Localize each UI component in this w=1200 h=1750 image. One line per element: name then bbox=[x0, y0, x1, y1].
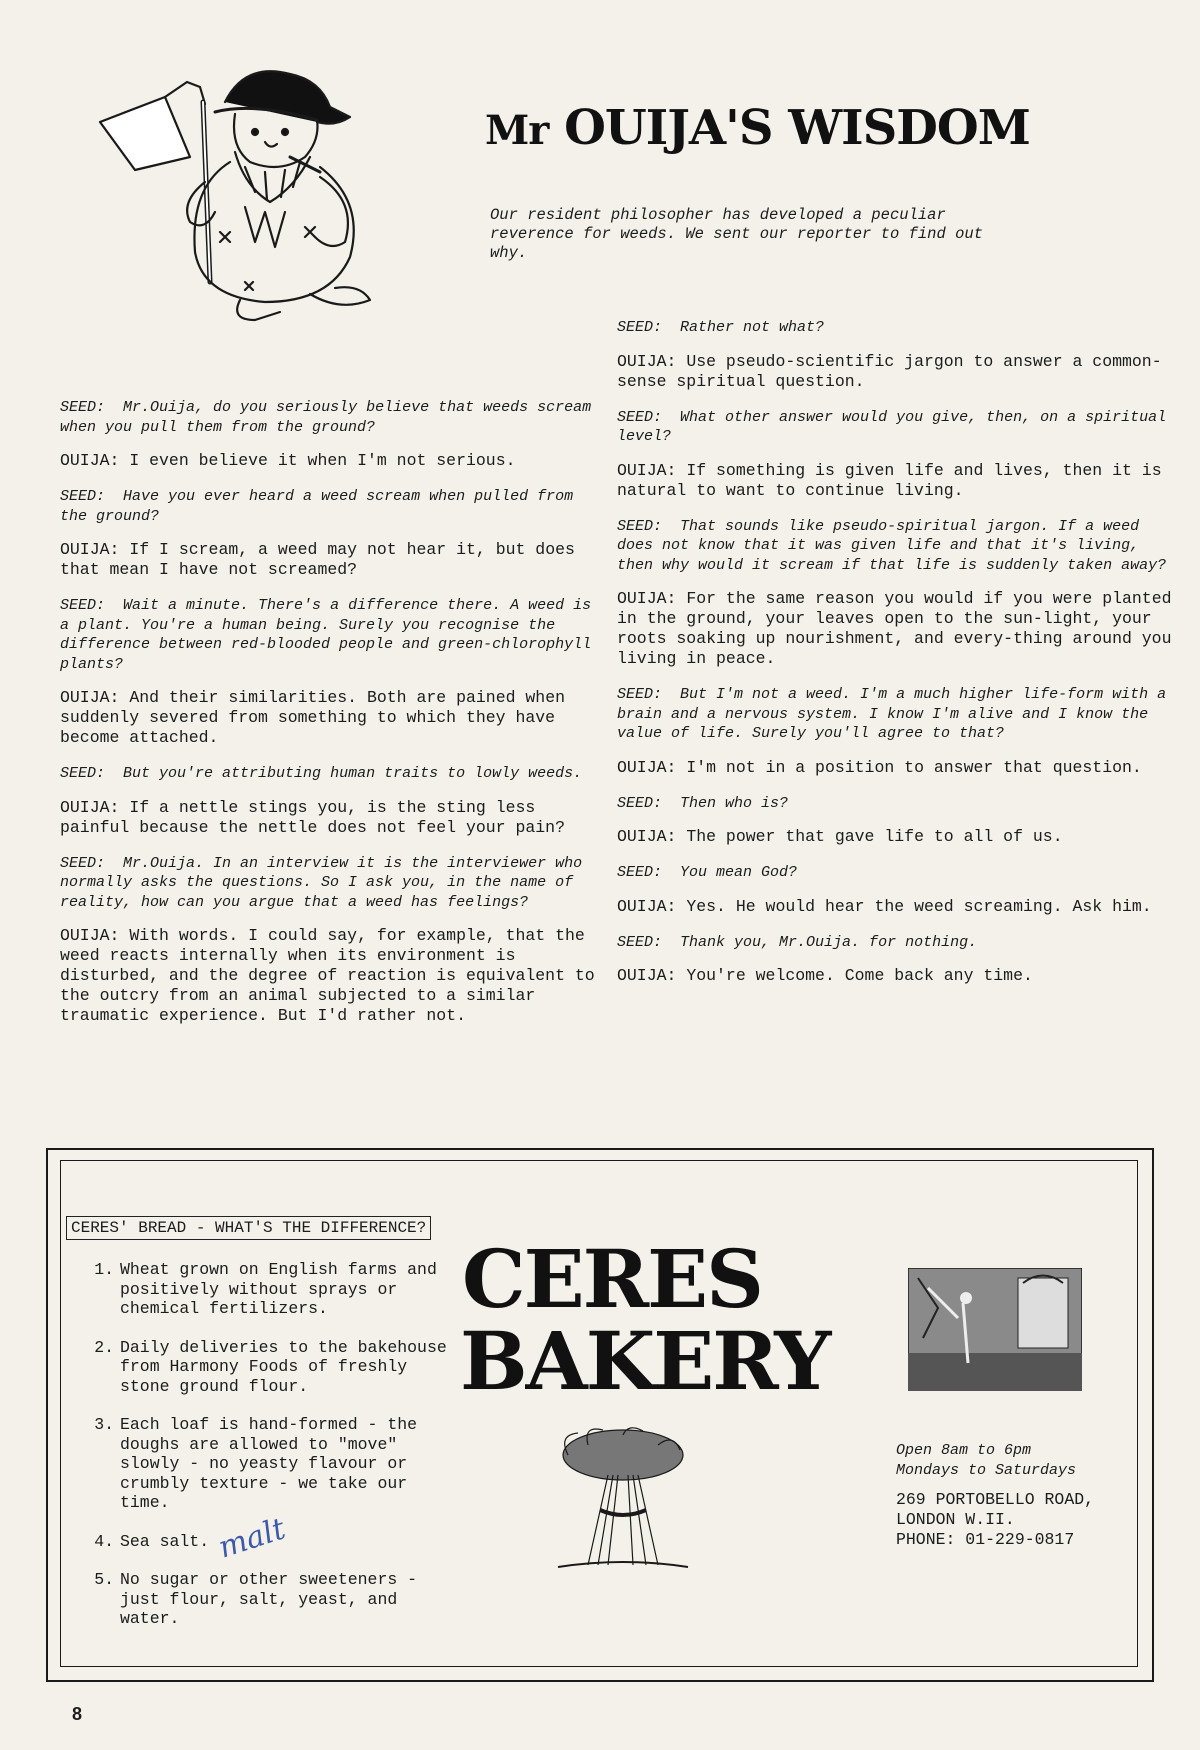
speaker-label: OUIJA: bbox=[617, 589, 677, 608]
mr-ouija-illustration bbox=[95, 62, 400, 324]
hours-line-2: Mondays to Saturdays bbox=[896, 1462, 1077, 1479]
paragraph-text: But you're attributing human traits to lowly weeds. bbox=[123, 765, 583, 782]
speaker-label: OUIJA: bbox=[60, 797, 120, 817]
paragraph-text: If a nettle stings you, is the sting less painful because the nettle does not feel your pain? bbox=[60, 797, 565, 837]
list-item bbox=[80, 1260, 460, 1319]
paragraph-text: Rather not what? bbox=[680, 319, 825, 336]
paragraph-text: But I'm not a weed. I'm a much higher life-form with a brain and a nervous system. I know I'm alive and I know the value of life. Surely you'll agree to that? bbox=[617, 686, 1167, 742]
paragraph-text: I'm not in a position to answer that question. bbox=[686, 757, 1142, 777]
question-paragraph bbox=[60, 596, 598, 674]
answer-paragraph bbox=[60, 688, 598, 748]
speaker-label: OUIJA: bbox=[617, 351, 677, 371]
answer-paragraph bbox=[60, 451, 598, 471]
question-paragraph bbox=[60, 854, 598, 913]
answer-paragraph bbox=[617, 352, 1177, 392]
page-number: 8 bbox=[72, 1704, 83, 1724]
paragraph-text: And their similarities. Both are pained when suddenly severed from something to which they have become attached. bbox=[60, 688, 565, 747]
address-line-1: 269 PORTOBELLO ROAD, bbox=[896, 1490, 1095, 1509]
speaker-label: SEED: bbox=[60, 597, 106, 614]
speaker-label: OUIJA: bbox=[60, 540, 120, 559]
speaker-label: OUIJA: bbox=[617, 966, 677, 985]
answer-paragraph bbox=[617, 589, 1177, 669]
list-item bbox=[80, 1570, 460, 1629]
question-paragraph bbox=[60, 487, 598, 526]
handwritten-note: malt bbox=[214, 1511, 290, 1566]
paragraph-text: The power that gave life to all of us. bbox=[686, 827, 1063, 846]
speaker-label: OUIJA: bbox=[617, 896, 677, 916]
logo-line-2: BAKERY bbox=[460, 1314, 830, 1408]
speaker-label: OUIJA: bbox=[617, 757, 677, 777]
speaker-label: SEED: bbox=[60, 854, 106, 872]
paragraph-text: I even believe it when I'm not serious. bbox=[129, 451, 516, 470]
speaker-label: OUIJA: bbox=[617, 460, 677, 480]
answer-paragraph bbox=[60, 798, 598, 838]
paragraph-text: That sounds like pseudo-spiritual jargon. If a weed does not know that it was given life and that it's living, then why would it scream if that life is suddenly taken away? bbox=[617, 517, 1167, 574]
paragraph-text: Mr.Ouija. In an interview it is the interviewer who normally asks the questions. So I ask you, in the name of reality, how can you argue that a weed has feelings? bbox=[60, 854, 583, 911]
logo-line-1: CERES bbox=[462, 1232, 762, 1326]
paragraph-text: Yes. He would hear the weed screaming. Ask him. bbox=[686, 896, 1152, 916]
question-paragraph bbox=[617, 863, 1177, 883]
list-item-number: 4. bbox=[94, 1531, 114, 1551]
paragraph-text: Thank you, Mr.Ouija. for nothing. bbox=[680, 933, 978, 951]
ad-box-title: CERES' BREAD - WHAT'S THE DIFFERENCE? bbox=[66, 1216, 431, 1240]
paragraph-text: With words. I could say, for example, that the weed reacts internally when its environment is disturbed, and the degree of reaction is equivalent to the outcry from an animal subjected to a similar traumatic experience. But I'd rather not. bbox=[60, 926, 595, 1025]
paragraph-text: Then who is? bbox=[680, 794, 789, 812]
paragraph-text: What other answer would you give, then, on a spiritual level? bbox=[617, 408, 1167, 445]
answer-paragraph bbox=[60, 926, 598, 1026]
speaker-label: OUIJA: bbox=[617, 827, 677, 846]
answer-paragraph bbox=[617, 966, 1177, 986]
bakery-logo bbox=[460, 1232, 880, 1408]
list-item-text: Sea salt. bbox=[120, 1531, 210, 1551]
paragraph-text: If I scream, a weed may not hear it, but does that mean I have not screamed? bbox=[60, 540, 575, 579]
list-item-number: 2. bbox=[94, 1337, 114, 1357]
speaker-label: SEED: bbox=[617, 517, 663, 535]
paragraph-text: You mean God? bbox=[680, 864, 798, 881]
question-paragraph bbox=[617, 408, 1177, 447]
paragraph-text: Use pseudo-scientific jargon to answer a common-sense spiritual question. bbox=[617, 351, 1162, 391]
wheat-sheaf-illustration bbox=[548, 1425, 698, 1575]
address-line-2: LONDON W.II. bbox=[896, 1510, 1015, 1529]
list-item-text: Wheat grown on English farms and positively without sprays or chemical fertilizers. bbox=[120, 1260, 437, 1318]
speaker-label: SEED: bbox=[617, 319, 663, 336]
answer-paragraph bbox=[617, 827, 1177, 847]
list-item-text: Each loaf is hand-formed - the doughs are allowed to "move" slowly - no yeasty flavour or crumbly texture - we take our time. bbox=[120, 1415, 418, 1512]
question-paragraph bbox=[60, 764, 598, 784]
answer-paragraph bbox=[60, 540, 598, 580]
list-item bbox=[80, 1415, 460, 1513]
question-paragraph bbox=[617, 318, 1177, 338]
list-item-number: 1. bbox=[94, 1260, 114, 1279]
question-paragraph bbox=[617, 517, 1177, 576]
list-item bbox=[80, 1338, 460, 1397]
list-item-number: 5. bbox=[94, 1570, 114, 1589]
interview-column-1 bbox=[60, 398, 598, 1042]
speaker-label: OUIJA: bbox=[60, 451, 120, 470]
hours-line-1: Open 8am to 6pm bbox=[896, 1442, 1032, 1459]
article-intro: Our resident philosopher has developed a peculiar reverence for weeds. We sent our reporter to find out why. bbox=[490, 206, 983, 262]
bakery-info bbox=[896, 1441, 1156, 1550]
title-main: OUIJA'S WISDOM bbox=[564, 100, 1030, 156]
answer-paragraph bbox=[617, 758, 1177, 778]
question-paragraph bbox=[617, 933, 1177, 953]
speaker-label: SEED: bbox=[60, 488, 106, 505]
speaker-label: SEED: bbox=[617, 794, 663, 812]
speaker-label: SEED: bbox=[60, 399, 106, 416]
answer-paragraph bbox=[617, 897, 1177, 917]
article-title bbox=[485, 100, 1105, 156]
speaker-label: OUIJA: bbox=[60, 688, 120, 707]
list-item-number: 3. bbox=[94, 1415, 114, 1434]
speaker-label: OUIJA: bbox=[60, 926, 120, 945]
answer-paragraph bbox=[617, 461, 1177, 501]
phone-number: PHONE: 01-229-0817 bbox=[896, 1530, 1075, 1549]
paragraph-text: You're welcome. Come back any time. bbox=[686, 966, 1033, 985]
bakery-interior-illustration bbox=[908, 1268, 1082, 1391]
question-paragraph bbox=[617, 685, 1177, 744]
interview-column-2 bbox=[617, 318, 1177, 1002]
speaker-label: SEED: bbox=[617, 686, 663, 703]
title-prefix: Mr bbox=[485, 107, 549, 154]
speaker-label: SEED: bbox=[60, 765, 106, 782]
list-item-text: No sugar or other sweeteners - just flour, salt, yeast, and water. bbox=[120, 1570, 418, 1628]
paragraph-text: Mr.Ouija, do you seriously believe that weeds scream when you pull them from the ground? bbox=[60, 399, 592, 436]
speaker-label: SEED: bbox=[617, 408, 663, 426]
paragraph-text: For the same reason you would if you were planted in the ground, your leaves open to the sun-light, your roots soaking up nourishment, and every-thing around you living in peace. bbox=[617, 589, 1172, 668]
ad-feature-list bbox=[80, 1260, 460, 1648]
list-item-text: Daily deliveries to the bakehouse from Harmony Foods of freshly stone ground flour. bbox=[120, 1337, 447, 1396]
question-paragraph bbox=[60, 398, 598, 437]
paragraph-text: Wait a minute. There's a difference there. A weed is a plant. You're a human being. Surely you recognise the difference between red-blooded people and green-chlorophyll plants? bbox=[60, 597, 592, 673]
question-paragraph bbox=[617, 794, 1177, 814]
speaker-label: SEED: bbox=[617, 933, 663, 951]
speaker-label: SEED: bbox=[617, 864, 663, 881]
paragraph-text: Have you ever heard a weed scream when pulled from the ground? bbox=[60, 488, 574, 525]
paragraph-text: If something is given life and lives, then it is natural to want to continue living. bbox=[617, 460, 1162, 500]
